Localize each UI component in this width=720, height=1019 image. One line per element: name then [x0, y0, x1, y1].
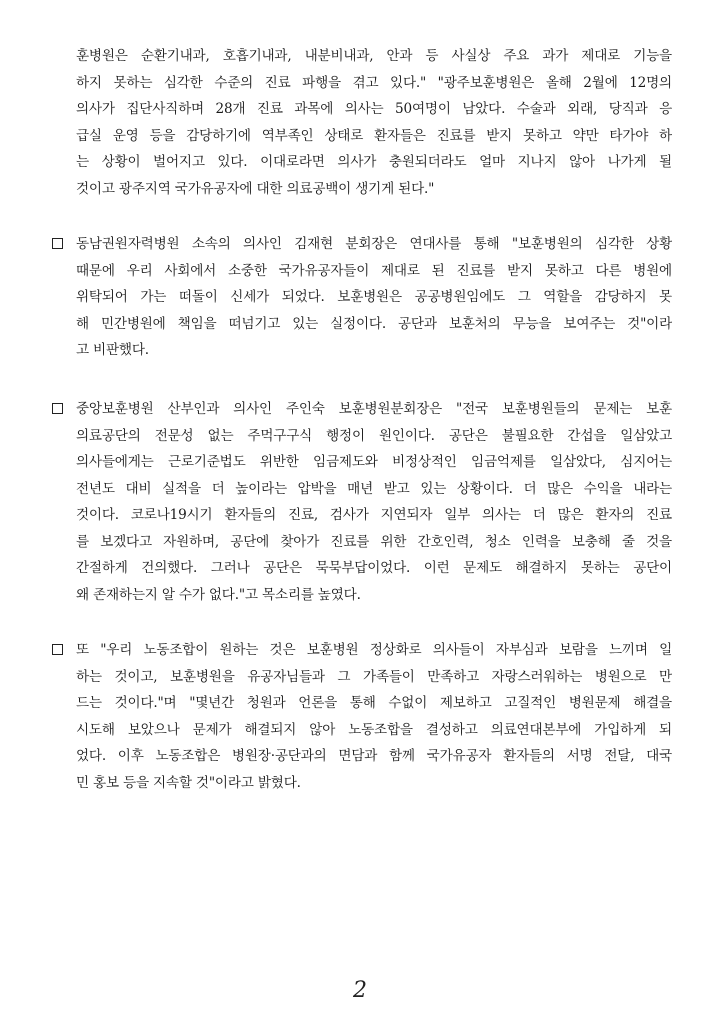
line-text: 의사가 집단사직하며 28개 진료 과목에 의사는 50여명이 남았다. 수술과 외래, 당직과 응: [76, 101, 672, 117]
line-text: 고 비판했다.: [76, 342, 149, 358]
text-line: [52, 231, 672, 258]
line-text: 었다. 이후 노동조합은 병원장·공단과의 면담과 함께 국가유공자 환자들의 서명 전달, 대국: [76, 748, 672, 764]
text-line: [52, 502, 672, 529]
text-line: [52, 123, 672, 150]
intro-paragraph: [52, 43, 672, 202]
paragraph-kim-jaehyun: [52, 231, 672, 364]
line-text: 민 홍보 등을 지속할 것"이라고 밝혔다.: [76, 774, 301, 791]
line-text: 동남권원자력병원 소속의 의사인 김재현 분회장은 연대사를 통해 "보훈병원의 심각한 상황: [76, 236, 672, 252]
text-line: [52, 449, 672, 476]
paragraph-union-goals: [52, 637, 672, 796]
text-line: [52, 476, 672, 503]
line-text: 위탁되어 가는 떠돌이 신세가 되었다. 보훈병원은 공공병원임에도 그 역할을 감당하지 못: [76, 289, 672, 305]
paragraph-joo-insook: [52, 396, 672, 608]
text-line: [52, 396, 672, 423]
text-line: [52, 311, 672, 338]
text-line: [52, 284, 672, 311]
text-line: [52, 770, 672, 797]
line-text: 급실 운영 등을 감당하기에 역부족인 상태로 환자들은 진료를 받지 못하고 약만 타가야 하: [76, 127, 672, 144]
text-line: [52, 637, 672, 664]
text-line: [52, 690, 672, 717]
line-text: 훈병원은 순환기내과, 호흡기내과, 내분비내과, 안과 등 사실상 주요 과가 제대로 기능을: [76, 48, 672, 64]
line-text: 드는 것이다."며 "몇년간 청원과 언론을 통해 수없이 제보하고 고질적인 병원문제 해결을: [76, 695, 672, 711]
text-line: [52, 176, 672, 203]
page-number: 2: [353, 978, 367, 1003]
text-line: [52, 423, 672, 450]
line-text: 것이고 광주지역 국가유공자에 대한 의료공백이 생기게 된다.": [76, 180, 435, 197]
text-line: [52, 43, 672, 70]
square-bullet-icon: [52, 403, 63, 414]
line-text: 중앙보훈병원 산부인과 의사인 주인숙 보훈병원분회장은 "전국 보훈병원들의 문제는 보훈: [76, 401, 672, 417]
line-text: 하지 못하는 심각한 수준의 진료 파행을 겪고 있다." "광주보훈병원은 올해 2월에 12명의: [76, 74, 672, 91]
line-text: 의사들에게는 근로기준법도 위반한 임금제도와 비정상적인 임금억제를 일삼았다, 심지어는: [76, 454, 672, 470]
line-text: 간절하게 건의했다. 그러나 공단은 묵묵부답이었다. 이런 문제도 해결하지 못하는 공단이: [76, 560, 672, 576]
text-line: [52, 717, 672, 744]
line-text: 는 상황이 벌어지고 있다. 이대로라면 의사가 충원되더라도 얼마 지나지 않아 나가게 될: [76, 154, 672, 170]
text-line: [52, 555, 672, 582]
square-bullet-icon: [52, 644, 63, 655]
text-line: [52, 96, 672, 123]
line-text: 시도해 보았으나 문제가 해결되지 않아 노동조합을 결성하고 의료연대본부에 가입하게 되: [76, 721, 672, 738]
text-line: [52, 582, 672, 609]
square-bullet-icon: [52, 238, 63, 249]
line-text: 의료공단의 전문성 없는 주먹구구식 행정이 원인이다. 공단은 불필요한 간섭을 일삼았고: [76, 427, 672, 444]
line-text: 를 보겠다고 자원하며, 공단에 찾아가 진료를 위한 간호인력, 청소 인력을 보충해 줄 것을: [76, 533, 672, 550]
line-text: 때문에 우리 사회에서 소중한 국가유공자들이 제대로 된 진료를 받지 못하고 다른 병원에: [76, 262, 672, 279]
text-line: [52, 149, 672, 176]
text-line: [52, 70, 672, 97]
text-line: [52, 258, 672, 285]
text-line: [52, 337, 672, 364]
line-text: 또 "우리 노동조합이 원하는 것은 보훈병원 정상화로 의사들이 자부심과 보람을 느끼며 일: [76, 642, 672, 658]
line-text: 것이다. 코로나19시기 환자들의 진료, 검사가 지연되자 일부 의사는 더 많은 환자의 진료: [76, 507, 672, 523]
line-text: 하는 것이고, 보훈병원을 유공자님들과 그 가족들이 만족하고 자랑스러워하는 병원으로 만: [76, 668, 672, 685]
text-line: [52, 664, 672, 691]
line-text: 해 민간병원에 책임을 떠넘기고 있는 실정이다. 공단과 보훈처의 무능을 보여주는 것"이라: [76, 315, 672, 332]
line-text: 왜 존재하는지 알 수가 없다."고 목소리를 높였다.: [76, 586, 361, 603]
line-text: 전년도 대비 실적을 더 높이라는 압박을 매년 받고 있는 상황이다. 더 많은 수익을 내라는: [76, 480, 672, 497]
text-line: [52, 529, 672, 556]
text-line: [52, 743, 672, 770]
